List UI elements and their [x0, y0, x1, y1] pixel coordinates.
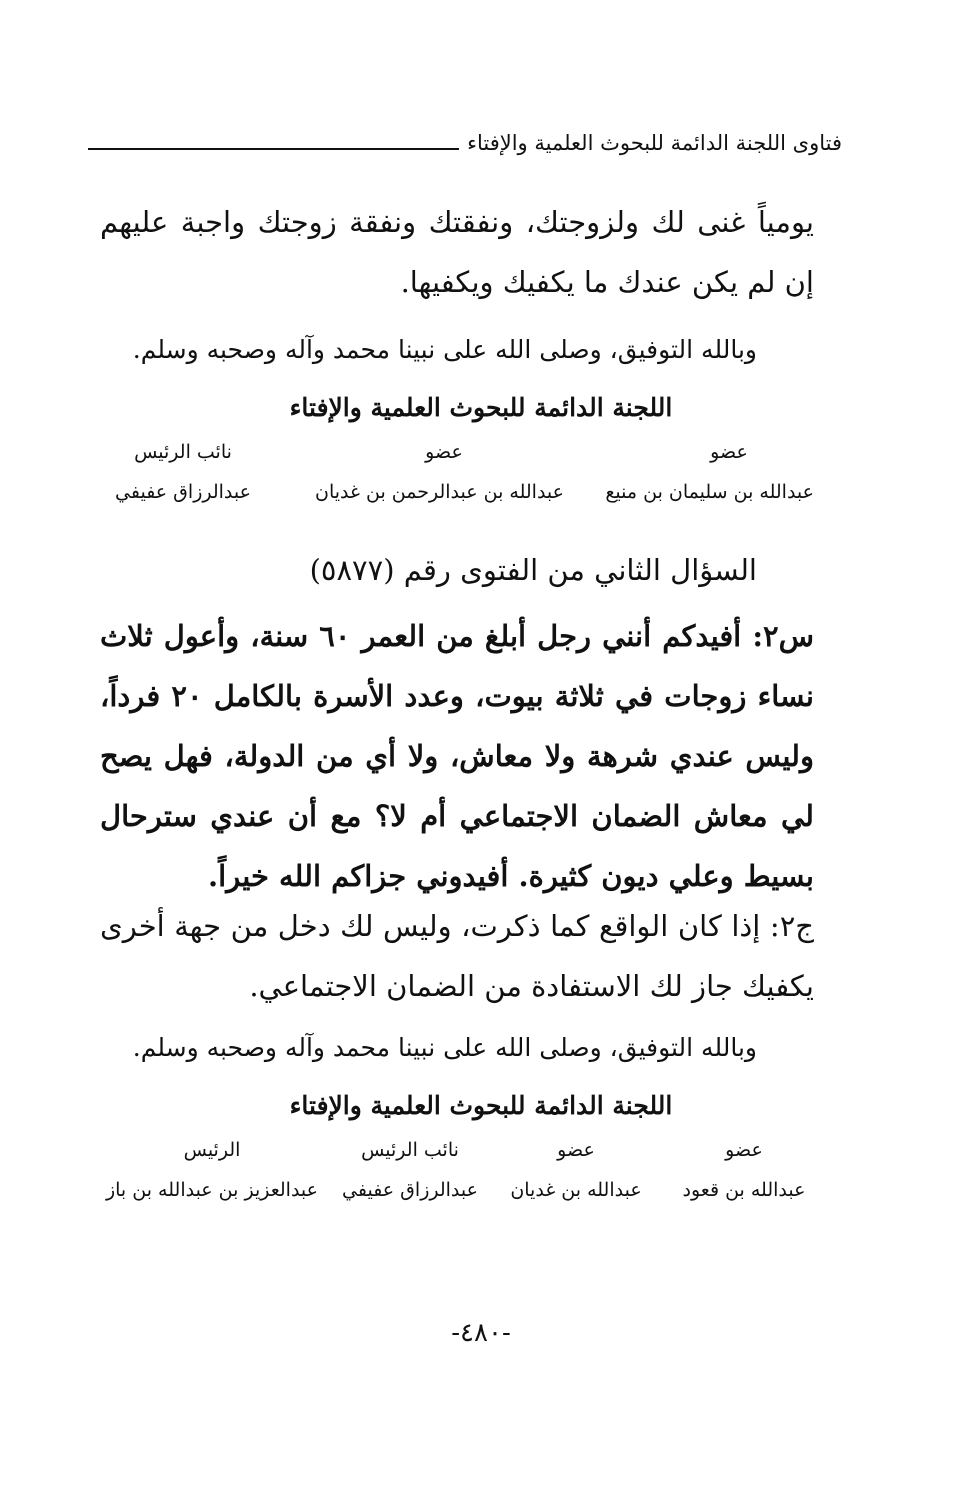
signature-name: عبدالله بن عبدالرحمن بن غديان [315, 481, 564, 503]
fatwa1-answer-tail: يومياً غنى لك ولزوجتك، ونفقتك ونفقة زوجتك واجبة عليهم إن لم يكن عندك ما يكفيك ويكفيها. [100, 205, 814, 299]
header-rule [88, 148, 459, 150]
signature-role: نائب الرئيس [134, 441, 232, 463]
fatwa2-answer: ج٢: إذا كان الواقع كما ذكرت، وليس لك دخل من جهة أخرى يكفيك جاز لك الاستفادة من الضمان الاجتماعي. [100, 909, 814, 1003]
fatwa2-committee: اللجنة الدائمة للبحوث العلمية والإفتاء [289, 1091, 673, 1120]
fatwa2-question: س٢: أفيدكم أنني رجل أبلغ من العمر ٦٠ سنة، وأعول ثلاث نساء زوجات في ثلاثة بيوت، وعدد الأسرة بالكامل ٢٠ فرداً، وليس عندي شرهة ولا معاش، ولا أي من الدولة، فهل يصح لي معاش الضمان الاجتماعي أم لا؟ مع أن عندي سترحال بسيط وعلي ديون كثيرة. أفيدوني جزاكم الله خيراً. [100, 619, 815, 893]
page-number: -٤٨٠- [451, 1318, 511, 1348]
signature-role: عضو [425, 441, 463, 463]
fatwa1-committee: اللجنة الدائمة للبحوث العلمية والإفتاء [289, 393, 673, 422]
signature-role: نائب الرئيس [361, 1139, 459, 1161]
signature-name: عبدالعزيز بن عبدالله بن باز [105, 1179, 319, 1201]
fatwa2-signature-4 [102, 1136, 322, 1204]
signature-name: عبدالله بن سليمان بن منيع [605, 481, 814, 503]
signature-role: عضو [557, 1139, 595, 1161]
fatwa2-heading: السؤال الثاني من الفتوى رقم (٥٨٧٧) [309, 553, 757, 587]
running-header [88, 128, 842, 158]
signature-name: عبدالله بن قعود [682, 1179, 806, 1201]
fatwa2-signature-2 [496, 1136, 656, 1204]
signature-name: عبدالله بن غديان [510, 1179, 642, 1201]
signature-name: عبدالرزاق عفيفي [115, 481, 251, 503]
running-title: فتاوى اللجنة الدائمة للبحوث العلمية والإفتاء [467, 131, 842, 155]
fatwa2-closing: وبالله التوفيق، وصلى الله على نبينا محمد وآله وصحبه وسلم. [132, 1033, 757, 1062]
signature-role: عضو [710, 441, 748, 463]
fatwa1-signature-3 [108, 438, 258, 506]
fatwa2-signature-1 [674, 1136, 814, 1204]
fatwa1-signature-1 [605, 438, 814, 506]
signature-role: الرئيس [183, 1139, 241, 1161]
signature-role: عضو [725, 1139, 763, 1161]
fatwa2-signature-3 [330, 1136, 490, 1204]
fatwa1-closing: وبالله التوفيق، وصلى الله على نبينا محمد وآله وصحبه وسلم. [132, 335, 757, 364]
signature-name: عبدالرزاق عفيفي [342, 1179, 478, 1201]
fatwa1-signature-2 [315, 438, 564, 506]
